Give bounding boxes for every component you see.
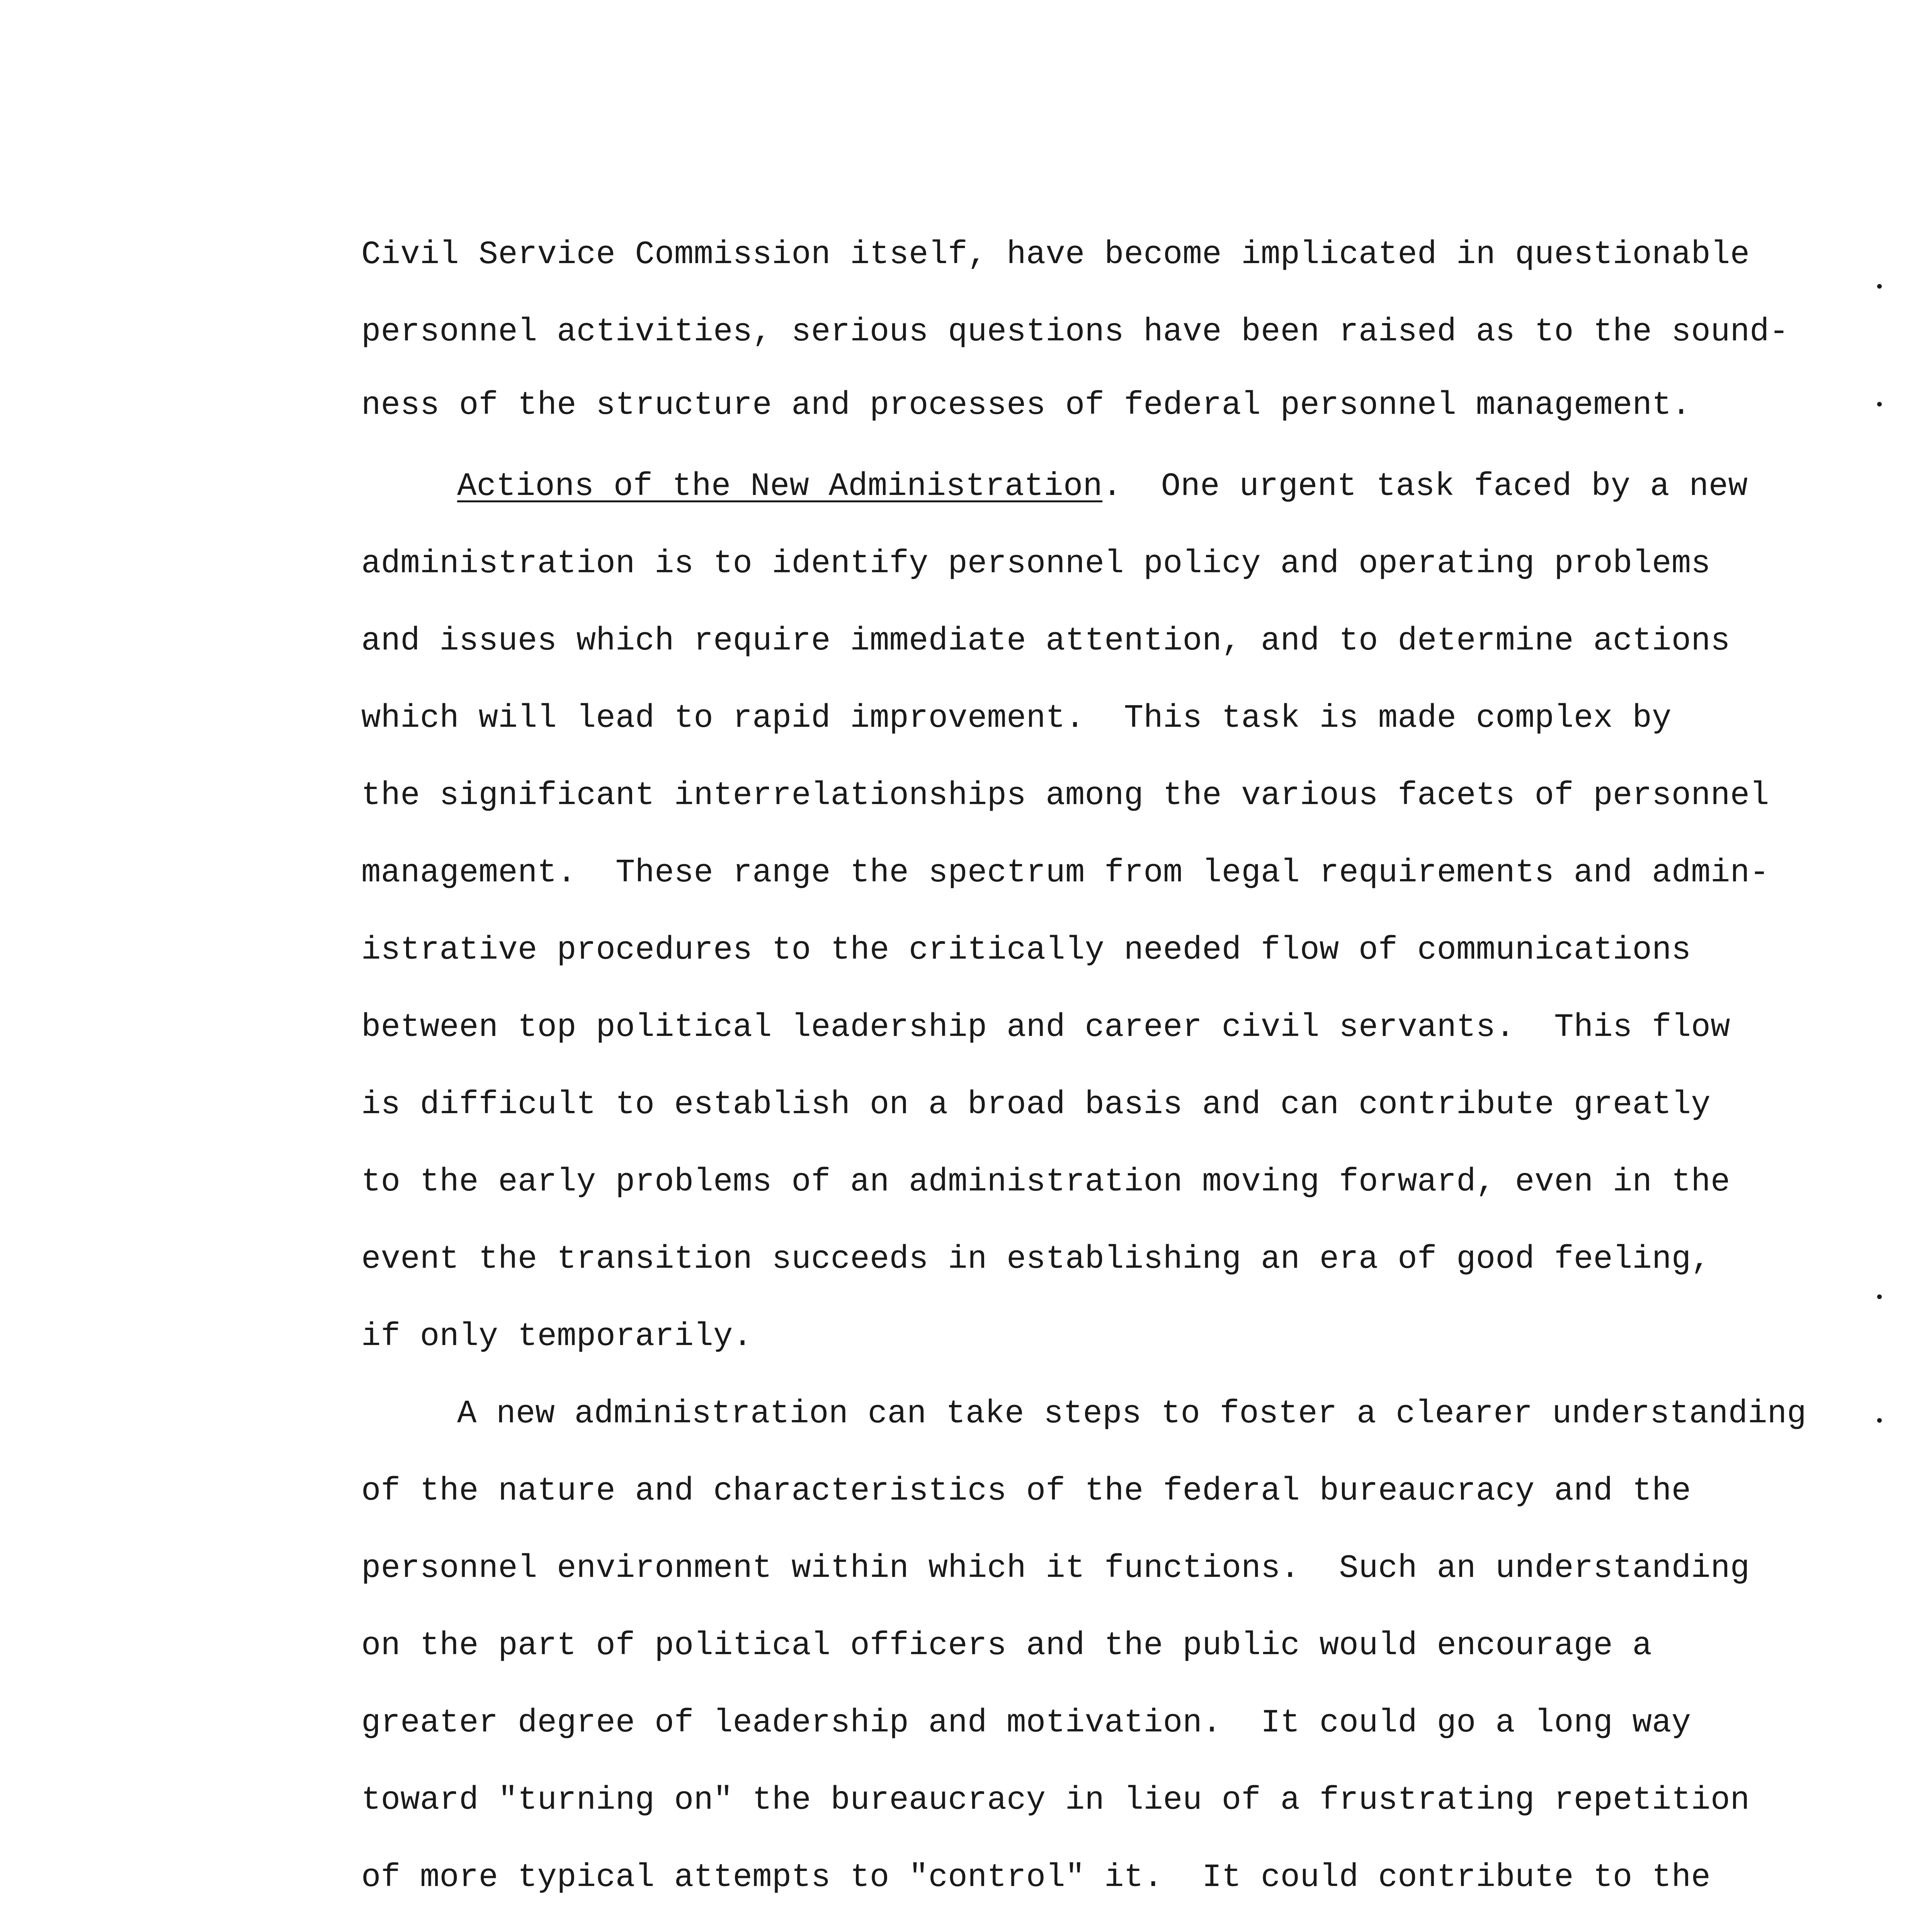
section-heading: Actions of the New Administration [457, 468, 1103, 505]
text-line: of more typical attempts to "control" it. It could contribute to the [361, 1859, 1711, 1896]
text-line: ness of the structure and processes of federal personnel management. [361, 387, 1691, 424]
text-line: the significant interrelationships among the various facets of personnel [361, 777, 1769, 814]
scan-speck [1877, 1294, 1882, 1299]
text-line: administration is to identify personnel policy and operating problems [361, 546, 1711, 582]
text-span: . One urgent task faced by a new [1102, 468, 1748, 505]
text-line: Civil Service Commission itself, have become implicated in questionable [361, 236, 1750, 273]
text-line: and issues which require immediate attention, and to determine actions [361, 623, 1730, 660]
text-line: istrative procedures to the critically needed flow of communications [361, 932, 1691, 969]
text-line: greater degree of leadership and motivation. It could go a long way [361, 1705, 1691, 1742]
text-line: toward "turning on" the bureaucracy in lieu of a frustrating repetition [361, 1782, 1750, 1819]
section-heading-line [457, 468, 1748, 506]
text-line: management. These range the spectrum from legal requirements and admin- [361, 855, 1769, 891]
text-line: A new administration can take steps to foster a clearer understanding [457, 1396, 1806, 1432]
text-line: which will lead to rapid improvement. This task is made complex by [361, 700, 1672, 737]
text-line: between top political leadership and career civil servants. This flow [361, 1009, 1730, 1046]
scan-speck [1877, 1418, 1882, 1423]
text-line: event the transition succeeds in establishing an era of good feeling, [361, 1241, 1711, 1278]
text-line: is difficult to establish on a broad basis and can contribute greatly [361, 1087, 1711, 1123]
text-line: personnel environment within which it functions. Such an understanding [361, 1550, 1750, 1587]
text-line: if only temporarily. [361, 1318, 753, 1355]
text-line: on the part of political officers and the public would encourage a [361, 1628, 1652, 1664]
text-line: to the early problems of an administration moving forward, even in the [361, 1164, 1730, 1201]
text-line: of the nature and characteristics of the federal bureaucracy and the [361, 1473, 1691, 1510]
scan-speck [1877, 284, 1882, 289]
scan-speck [1877, 402, 1882, 406]
text-line: personnel activities, serious questions have been raised as to the sound- [361, 314, 1789, 350]
